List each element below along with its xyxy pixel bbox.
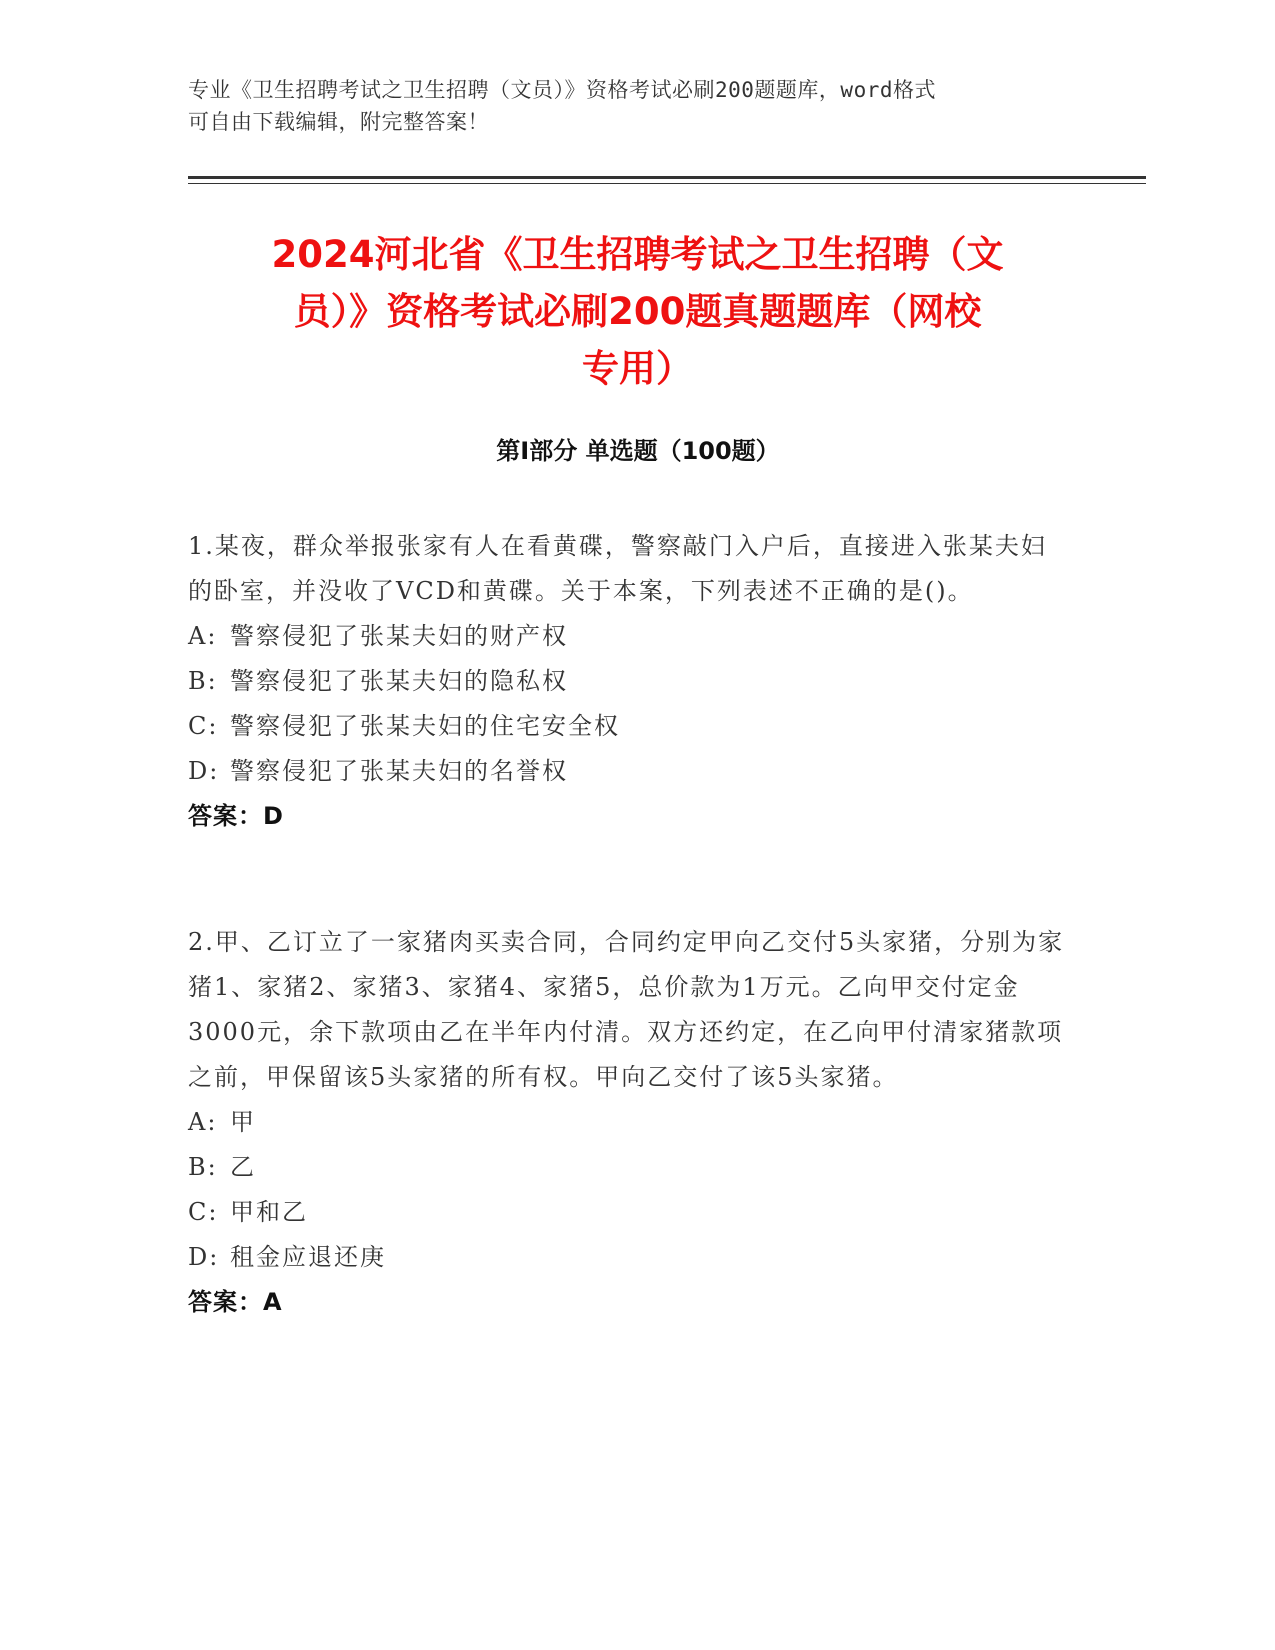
title-line-3: 专用） [582,347,693,390]
question-text: 1.某夜，群众举报张家有人在看黄碟，警察敲门入户后，直接进入张某夫妇的卧室，并没收了VCD和黄碟。关于本案，下列表述不正确的是()。 [188,532,1047,605]
option-c [188,1190,1068,1235]
header-rule-thick [188,176,1146,179]
option-text: 甲 [230,1108,256,1136]
option-text: 租金应退还庚 [230,1243,386,1271]
header-note [188,74,1088,138]
option-text: 警察侵犯了张某夫妇的财产权 [230,622,568,650]
option-letter: A: [188,1108,218,1136]
header-rule-thin [188,183,1146,184]
option-letter: D: [188,1243,220,1271]
option-letter: A: [188,622,218,650]
option-letter: B: [188,667,218,695]
option-letter: D: [188,757,220,785]
option-d [188,1235,1068,1280]
option-letter: C: [188,1198,219,1226]
option-text: 乙 [230,1153,256,1181]
option-text: 警察侵犯了张某夫妇的名誉权 [230,757,568,785]
option-letter: C: [188,712,219,740]
question-text: 2.甲、乙订立了一家猪肉买卖合同，合同约定甲向乙交付5头家猪，分别为家猪1、家猪2、家猪3、家猪4、家猪5，总价款为1万元。乙向甲交付定金3000元，余下款项由乙在半年内付清。双方还约定，在乙向甲付清家猪款项之前，甲保留该5头家猪的所有权。甲向乙交付了该5头家猪。 [188,928,1065,1091]
option-a [188,614,1068,659]
option-letter: B: [188,1153,218,1181]
title-line-1: 2024河北省《卫生招聘考试之卫生招聘（文 [271,233,1004,276]
header-note-line-2: 可自由下载编辑，附完整答案！ [188,110,489,134]
answer-label: 答案：A [188,1288,283,1316]
title-line-2: 员）》资格考试必刷200题真题题库（网校 [293,290,982,333]
option-text: 警察侵犯了张某夫妇的住宅安全权 [230,712,620,740]
option-a [188,1100,1068,1145]
option-b [188,659,1068,704]
document-title [180,226,1095,397]
question-2 [188,920,1068,1325]
option-b [188,1145,1068,1190]
option-c [188,704,1068,749]
section-title: 第Ⅰ部分 单选题（100题） [496,437,780,465]
option-text: 甲和乙 [230,1198,308,1226]
option-text: 警察侵犯了张某夫妇的隐私权 [230,667,568,695]
option-d [188,749,1068,794]
header-note-line-1: 专业《卫生招聘考试之卫生招聘（文员）》资格考试必刷200题题库，word格式 [188,78,936,102]
answer-label: 答案：D [188,802,284,830]
question-1 [188,524,1068,839]
